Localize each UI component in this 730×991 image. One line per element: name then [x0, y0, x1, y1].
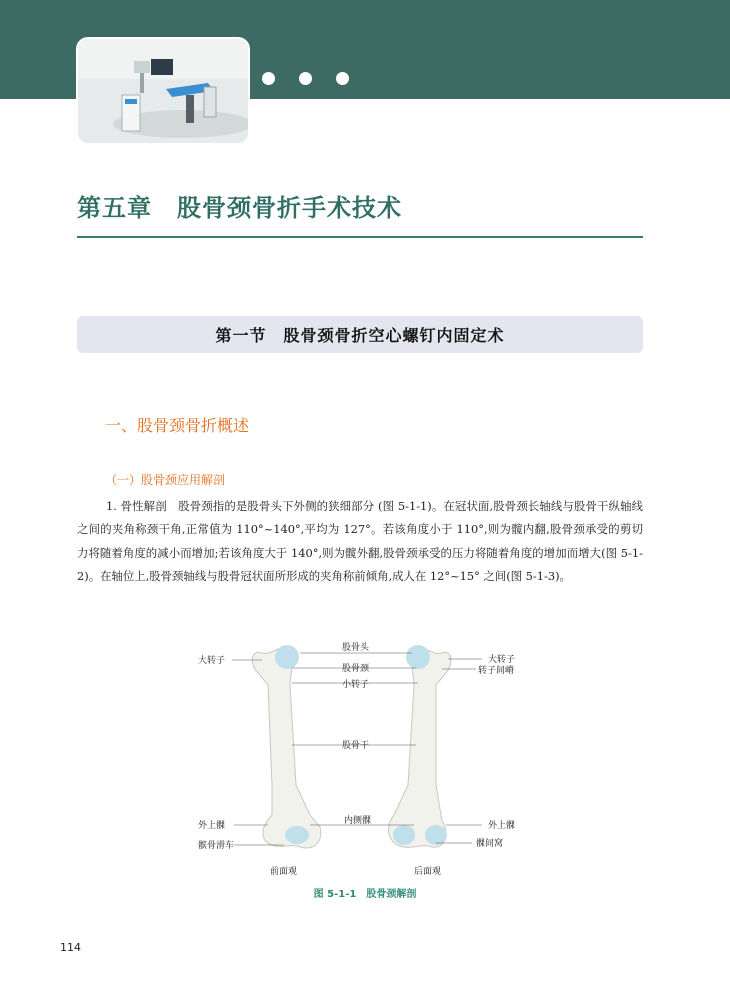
label-lateral-epicondyle-right: 外上髁: [488, 821, 516, 831]
dot-icon: [299, 72, 312, 85]
chapter-title: 第五章 股骨颈骨折手术技术: [77, 194, 402, 222]
dot-icon: [336, 72, 349, 85]
figure-caption: 图 5-1-1 股骨颈解剖: [313, 889, 417, 900]
femur-illustration: [192, 635, 532, 885]
page-number: 114: [60, 941, 81, 954]
header-photo: [78, 39, 248, 143]
label-front-view: 前面观: [270, 867, 298, 877]
body-paragraph: [77, 495, 643, 589]
label-medial-epicondyle: 内侧髁: [344, 816, 372, 826]
label-back-view: 后面观: [414, 867, 442, 877]
chapter-rule: [77, 236, 643, 238]
heading-level-3: （一）股骨颈应用解剖: [105, 473, 226, 487]
label-greater-trochanter-left: 大转子: [198, 656, 226, 666]
decorative-dots: [262, 72, 349, 85]
femur-back-view: [389, 645, 451, 847]
label-femoral-head: 股骨头: [342, 643, 370, 653]
label-intertrochanteric-crest: 转子间嵴: [478, 666, 515, 676]
label-greater-trochanter-right: 大转子: [488, 655, 516, 665]
label-femoral-shaft: 股骨干: [342, 741, 370, 751]
femur-anatomy-figure: [192, 635, 532, 885]
section-title: 第一节 股骨颈骨折空心螺钉内固定术: [215, 326, 505, 345]
operating-room-image: [78, 39, 248, 143]
label-femoral-neck: 股骨颈: [342, 664, 370, 674]
heading-level-2: 一、股骨颈骨折概述: [105, 416, 250, 435]
label-lesser-trochanter: 小转子: [342, 680, 370, 690]
paragraph-text: 1. 骨性解剖 股骨颈指的是股骨头下外侧的狭细部分 (图 5-1-1)。在冠状面,股骨颈长轴线与股骨干纵轴线之间的夹角称颈干角,正常值为 110°~140°,平均为 127°。若该角度小于 110°,则为髋内翻,股骨颈承受的剪切力将随着角度的减小而增加;若该角度大于 140°,则为髋外翻,股骨颈承受的压力将随着角度的增加而增大(图 5-1-2)。在轴位上,股骨颈轴线与股骨冠状面所形成的夹角称前倾角,成人在 12°~15° 之间(图 5-1-3)。: [77, 499, 643, 584]
label-intercondylar-fossa: 髁间窝: [476, 839, 504, 849]
femur-front-view: [252, 645, 321, 848]
label-lateral-epicondyle-left: 外上髁: [198, 821, 226, 831]
dot-icon: [262, 72, 275, 85]
label-patellar-groove: 髌骨滑车: [198, 841, 235, 851]
section-title-box: [77, 316, 643, 353]
